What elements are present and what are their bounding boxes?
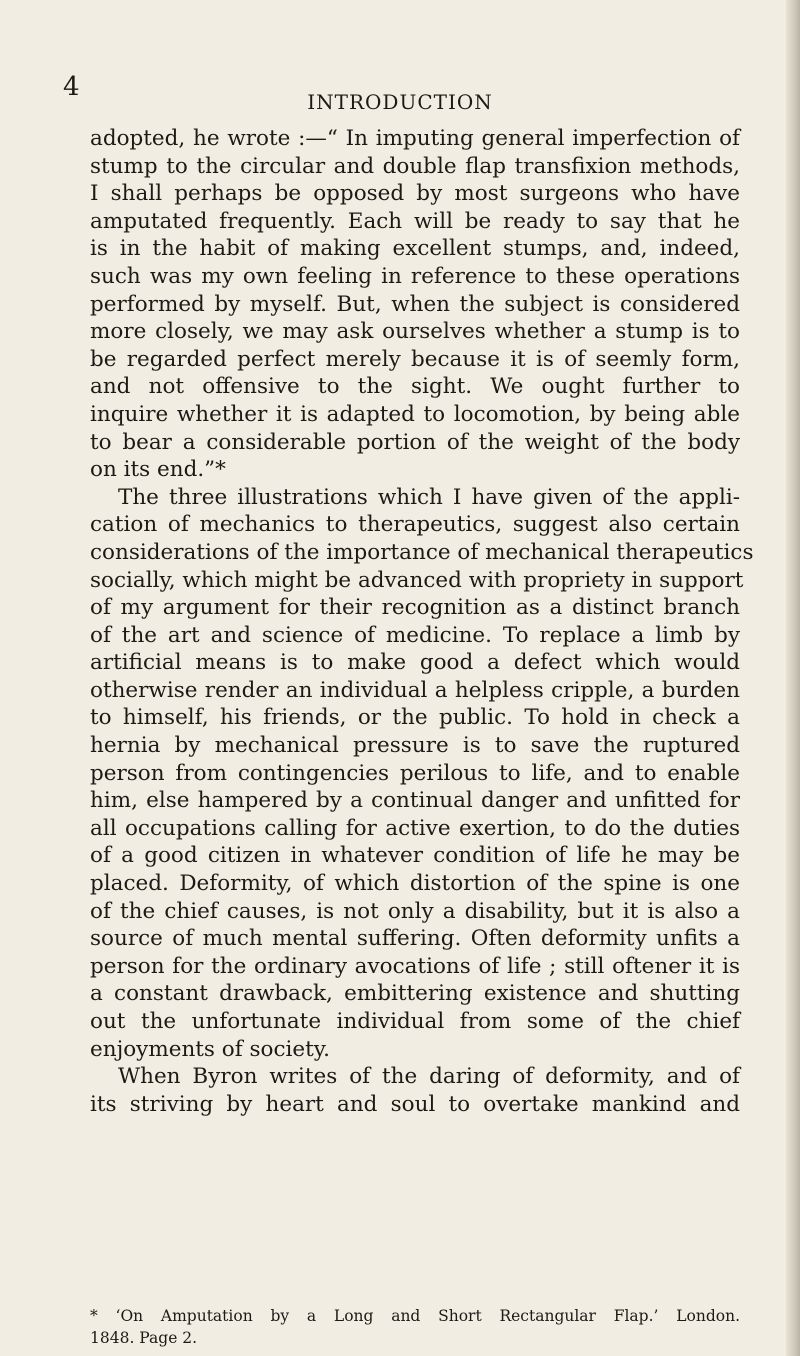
text-line: enjoyments of society. (90, 1036, 330, 1062)
text-line: on its end.”* (90, 457, 226, 483)
footnote (90, 1305, 740, 1349)
text-line: I shall perhaps be opposed by most surgeons who have (90, 181, 740, 207)
text-line: of a good citizen in whatever condition of life he may be (90, 843, 740, 869)
text-line: its striving by heart and soul to overtake mankind and (90, 1091, 740, 1117)
text-line: out the unfortunate individual from some of the chief (90, 1009, 740, 1034)
text-line: to himself, his friends, or the public. To hold in check a (90, 705, 740, 731)
text-line: cation of mechanics to therapeutics, suggest also certain (90, 512, 740, 538)
text-line: inquire whether it is adapted to locomotion, by being able (90, 401, 740, 427)
text-line: placed. Deformity, of which distortion of the spine is one (90, 871, 740, 897)
text-line: amputated frequently. Each will be ready to say that he (90, 208, 740, 234)
text-line: person from contingencies perilous to life, and to enable (90, 760, 740, 786)
text-line: such was my own feeling in reference to these operations (90, 263, 740, 289)
text-line: performed by myself. But, when the subject is considered (90, 291, 740, 317)
text-line: stump to the circular and double flap transfixion methods, (90, 153, 740, 179)
text-line: hernia by mechanical pressure is to save the ruptured (90, 733, 740, 759)
text-line: is in the habit of making excellent stumps, and, indeed, (90, 236, 740, 262)
text-line: to bear a considerable portion of the weight of the body (90, 429, 740, 455)
text-line: When Byron writes of the daring of deformity, and of (118, 1064, 740, 1090)
text-line: a constant drawback, embittering existence and shutting (90, 981, 740, 1007)
text-line: all occupations calling for active exertion, to do the duties (90, 815, 740, 841)
text-line: of the art and science of medicine. To replace a limb by (90, 622, 740, 648)
text-line: of my argument for their recognition as a distinct branch (90, 595, 740, 621)
text-line: be regarded perfect merely because it is of seemly form, (90, 346, 740, 372)
body-text (90, 125, 754, 1118)
text-line: adopted, he wrote :—“ In imputing general imperfection of (90, 126, 740, 151)
page-edge (786, 0, 800, 1356)
text-line: otherwise render an individual a helpless cripple, a burden (90, 677, 740, 703)
text-line: artificial means is to make good a defect which would (90, 650, 740, 676)
text-line: source of much mental suffering. Often deformity unfits a (90, 926, 740, 952)
page-number: 4 (63, 72, 80, 102)
text-line: person for the ordinary avocations of life ; still oftener it is (90, 953, 740, 979)
text-line: and not offensive to the sight. We ought further to (90, 374, 740, 400)
text-line: The three illustrations which I have given of the appli- (118, 484, 740, 510)
footnote-line: 1848. Page 2. (90, 1329, 198, 1347)
text-line: of the chief causes, is not only a disability, but it is also a (90, 898, 740, 924)
text-line: socially, which might be advanced with propriety in support (90, 567, 744, 593)
text-line: him, else hampered by a continual danger and unfitted for (90, 788, 740, 814)
text-line: considerations of the importance of mechanical therapeutics (90, 539, 754, 565)
text-line: more closely, we may ask ourselves whether a stump is to (90, 319, 740, 345)
running-head: INTRODUCTION (307, 90, 493, 114)
footnote-line: * ‘On Amputation by a Long and Short Rectangular Flap.’ London. (90, 1307, 740, 1325)
